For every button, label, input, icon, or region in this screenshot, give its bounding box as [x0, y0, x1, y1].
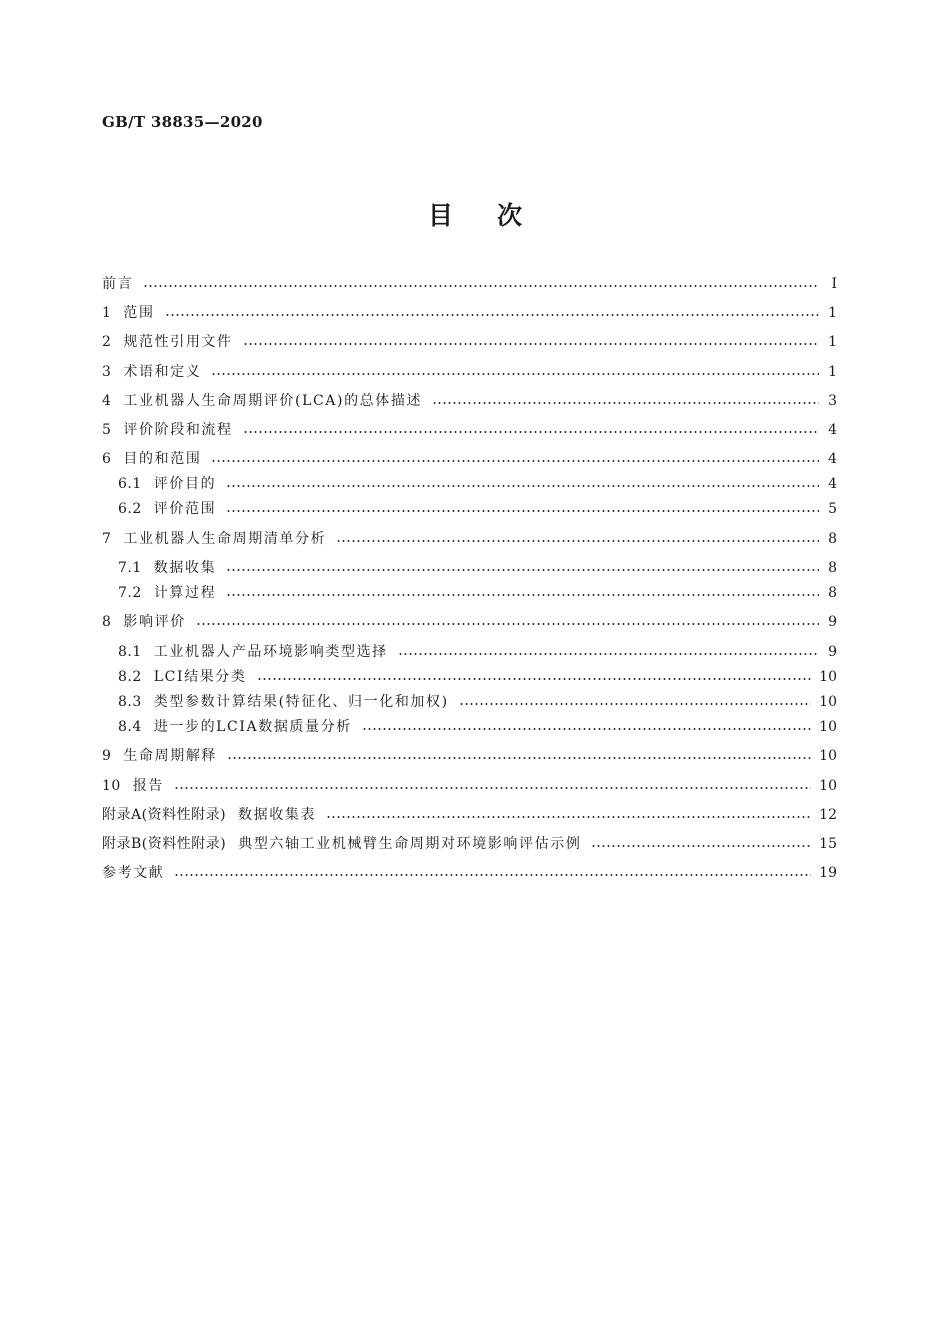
toc-entry-label: 评价阶段和流程 [123, 422, 233, 438]
toc-entry-number: 6.2 [118, 501, 142, 517]
toc-entry-page: 10 [819, 694, 837, 710]
toc-entry-page: 4 [828, 422, 837, 438]
toc-entry-page: 1 [828, 305, 837, 321]
toc-entry-page: 8 [828, 560, 837, 576]
toc-entry-label: 术语和定义 [123, 364, 202, 380]
toc-entry-6-1[interactable] [118, 472, 837, 496]
toc-dot-leader [211, 460, 819, 462]
toc-entry-appendix-a[interactable] [102, 803, 837, 827]
toc-dot-leader [459, 703, 811, 705]
toc-entry-number: 10 [102, 778, 121, 794]
toc-dot-leader [174, 874, 811, 876]
toc-entry-page: 1 [828, 364, 837, 380]
toc-entry-number: 附录A(资料性附录) [102, 807, 227, 823]
toc-entry-number: 附录B(资料性附录) [102, 836, 227, 852]
toc-entry-number: 9 [102, 748, 112, 764]
toc-dot-leader [362, 728, 811, 730]
toc-entry-page: 19 [819, 865, 837, 881]
toc-entry-number: 7.2 [118, 585, 142, 601]
toc-entry-6-2[interactable] [118, 497, 837, 521]
toc-entry-number: 6.1 [118, 476, 142, 492]
toc-entry-page: 8 [828, 531, 837, 547]
toc-entry-page: 9 [828, 614, 837, 630]
toc-entry-page: 10 [819, 748, 837, 764]
toc-dot-leader [257, 678, 812, 680]
toc-entry-label: 工业机器人生命周期评价(LCA)的总体描述 [123, 393, 423, 409]
toc-entry-label: 规范性引用文件 [123, 334, 233, 350]
toc-entry-8-2[interactable] [118, 665, 837, 689]
toc-entry-page: 4 [828, 476, 837, 492]
toc-entry-number: 8 [102, 614, 112, 630]
toc-dot-leader [591, 845, 811, 847]
toc-entry-label: 评价范围 [153, 501, 217, 517]
toc-entry-6[interactable] [102, 447, 837, 471]
toc-entry-page: 10 [819, 719, 837, 735]
toc-entry-8-3[interactable] [118, 690, 837, 714]
toc-dot-leader [211, 373, 819, 375]
toc-entry-page: Ⅰ [831, 276, 837, 292]
toc-dot-leader [226, 510, 819, 512]
toc-entry-label: 影响评价 [123, 614, 186, 630]
toc-entry-page: 8 [828, 585, 837, 601]
toc-entry-number: 2 [102, 334, 112, 350]
toc-entry-label: 数据收集 [153, 560, 217, 576]
toc-entry-label: 进一步的LCIA数据质量分析 [153, 719, 352, 735]
toc-entry-page: 1 [828, 334, 837, 350]
toc-entry-number: 8.4 [118, 719, 142, 735]
toc-dot-leader [227, 757, 811, 759]
toc-entry-5[interactable] [102, 418, 837, 442]
toc-dot-leader [174, 787, 811, 789]
toc-entry-number: 4 [102, 393, 112, 409]
toc-entry-number: 7 [102, 531, 112, 547]
toc-entry-label: 范围 [123, 305, 155, 321]
toc-entry-7[interactable] [102, 527, 837, 551]
toc-entry-references[interactable] [102, 861, 837, 885]
toc-entry-page: 5 [828, 501, 837, 517]
toc-entry-label: 类型参数计算结果(特征化、归一化和加权) [153, 694, 449, 710]
toc-entry-page: 3 [828, 393, 837, 409]
toc-entry-label: 典型六轴工业机械臂生命周期对环境影响评估示例 [238, 836, 582, 852]
toc-dot-leader [226, 569, 819, 571]
toc-entry-page: 4 [828, 451, 837, 467]
toc-entry-page: 15 [819, 836, 837, 852]
toc-entry-page: 10 [819, 778, 837, 794]
standard-code: GB/T 38835—2020 [102, 113, 263, 131]
toc-entry-label: 前言 [102, 276, 134, 292]
toc-entry-label: 评价目的 [153, 476, 217, 492]
toc-entry-1[interactable] [102, 301, 837, 325]
toc-dot-leader [326, 816, 811, 818]
toc-dot-leader [243, 343, 819, 345]
toc-entry-appendix-b[interactable] [102, 832, 837, 856]
toc-entry-4[interactable] [102, 389, 837, 413]
toc-entry-3[interactable] [102, 360, 837, 384]
toc-entry-label: 参考文献 [102, 865, 165, 881]
toc-entry-label: LCI结果分类 [153, 669, 247, 685]
toc-dot-leader [196, 623, 819, 625]
toc-entry-number: 6 [102, 451, 112, 467]
page-title: 目次 [427, 201, 566, 230]
toc-entry-label: 工业机器人生命周期清单分析 [123, 531, 327, 547]
toc-entry-number: 5 [102, 422, 112, 438]
toc-entry-label: 报告 [132, 778, 165, 794]
toc-entry-page: 9 [828, 644, 837, 660]
toc-entry-10[interactable] [102, 774, 837, 798]
toc-entry-9[interactable] [102, 744, 837, 768]
toc-entry-label: 生命周期解释 [123, 748, 218, 764]
toc-entry-page: 12 [819, 807, 837, 823]
toc-entry-2[interactable] [102, 330, 837, 354]
toc-entry-8[interactable] [102, 610, 837, 634]
toc-entry-label: 数据收集表 [238, 807, 317, 823]
toc-entry-foreword[interactable] [102, 272, 837, 296]
toc-entry-label: 目的和范围 [123, 451, 202, 467]
toc-entry-number: 7.1 [118, 560, 142, 576]
toc-dot-leader [226, 485, 819, 487]
toc-dot-leader [432, 402, 819, 404]
toc-entry-number: 8.1 [118, 644, 142, 660]
toc-entry-label: 计算过程 [153, 585, 217, 601]
toc-entry-7-2[interactable] [118, 581, 837, 605]
toc-entry-8-4[interactable] [118, 715, 837, 739]
toc-dot-leader [226, 594, 819, 596]
toc-entry-number: 1 [102, 305, 112, 321]
toc-entry-label: 工业机器人产品环境影响类型选择 [153, 644, 388, 660]
toc-dot-leader [165, 314, 819, 316]
toc-entry-page: 10 [819, 669, 837, 685]
toc-entry-8-1[interactable] [118, 640, 837, 664]
toc-dot-leader [398, 653, 819, 655]
toc-entry-number: 8.2 [118, 669, 142, 685]
toc-entry-number: 3 [102, 364, 112, 380]
toc-dot-leader [336, 540, 819, 542]
toc-dot-leader [143, 285, 819, 287]
toc-entry-7-1[interactable] [118, 556, 837, 580]
toc-dot-leader [243, 431, 819, 433]
toc-entry-number: 8.3 [118, 694, 142, 710]
